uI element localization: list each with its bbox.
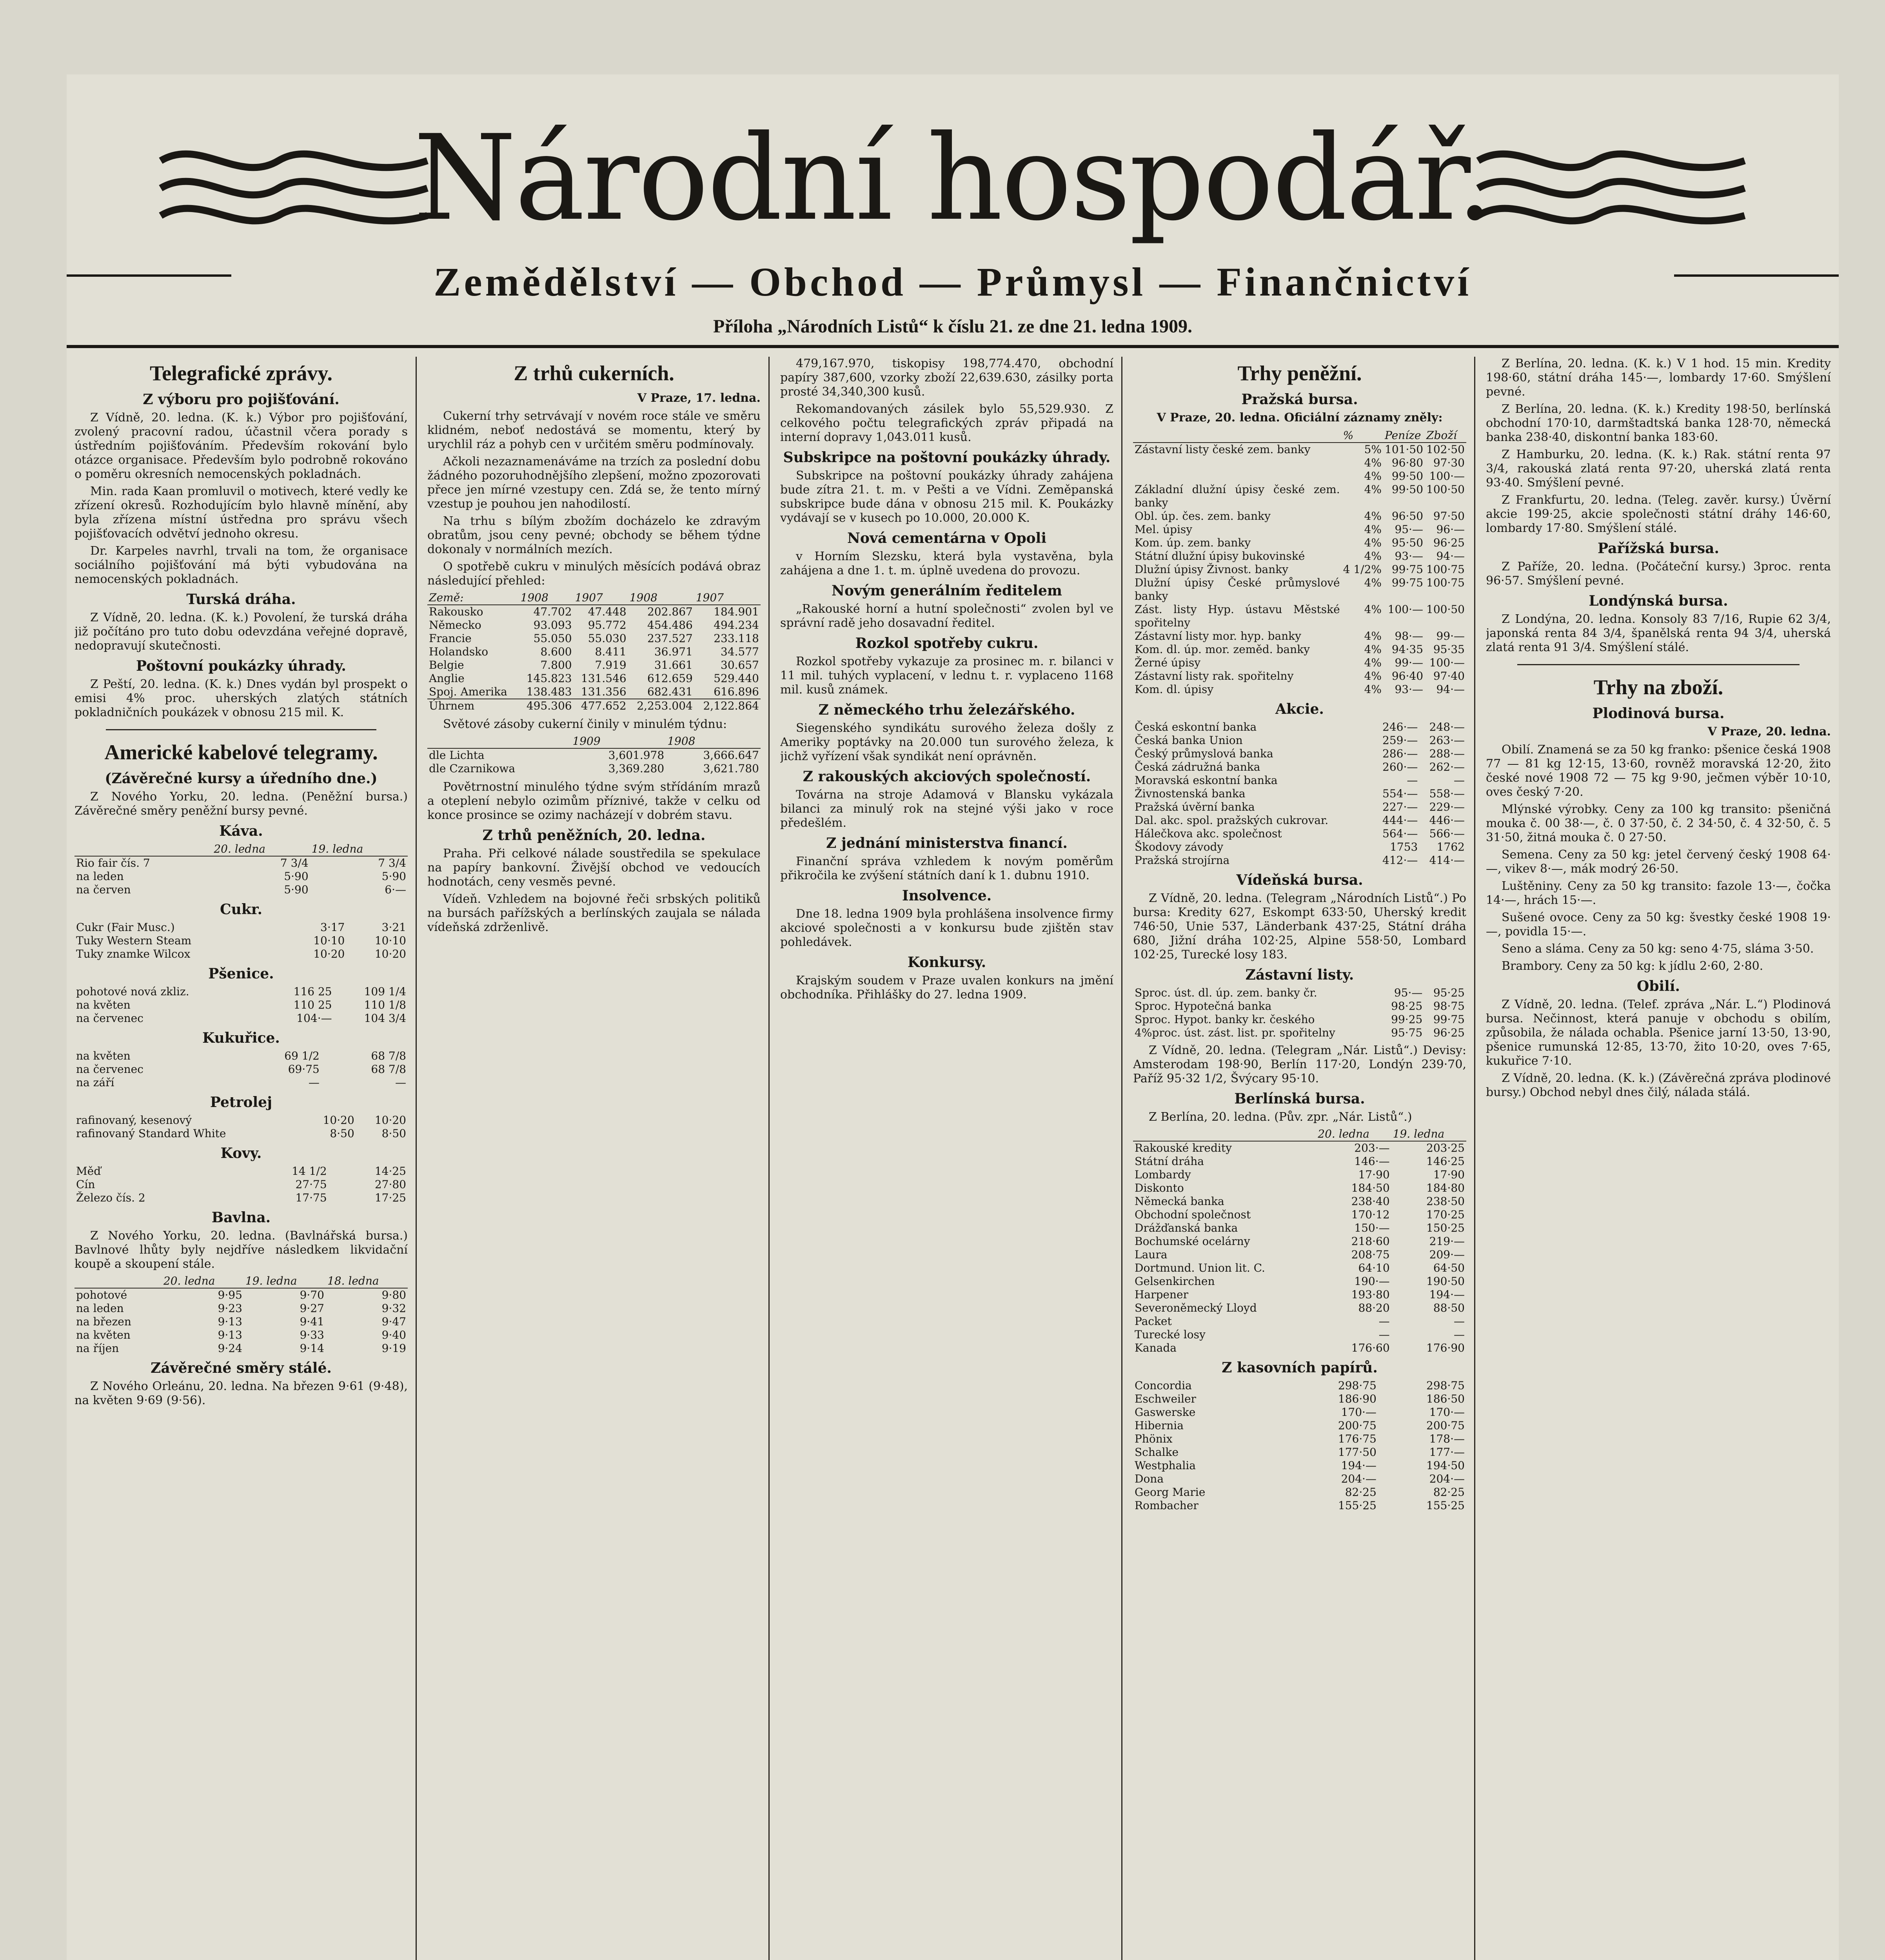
table-row: Tuky Western Steam 10·10 10·10 bbox=[76, 934, 406, 947]
table-row: Diskonto 184·50 184·80 bbox=[1135, 1181, 1465, 1194]
section-subheading: Plodinová bursa. bbox=[1592, 705, 1725, 722]
column-divider bbox=[1121, 357, 1122, 1960]
table-row: Francie 55.050 55.030 237.527 233.118 bbox=[429, 632, 759, 645]
table-row: Cukr (Fair Musc.) 3·17 3·21 bbox=[76, 921, 406, 934]
table-header bbox=[74, 1274, 162, 1288]
masthead-bottom-rule bbox=[67, 345, 1839, 348]
paragraph: Siegenského syndikátu surového železa došly z Ameriky poptávky na 20.000 tun surového železa, k jichž vyřízení však syndikát není oprávněn. bbox=[780, 721, 1113, 763]
section-subheading: Z německého trhu železářského. bbox=[818, 702, 1075, 718]
table-header: 1907 bbox=[574, 591, 628, 605]
section-subheading: Obilí. bbox=[1636, 978, 1680, 995]
section-subheading: Z výboru pro pojišťování. bbox=[143, 391, 340, 408]
newspaper-page bbox=[67, 74, 1839, 1960]
table-row: Dortmund. Union lit. C. 64·10 64·50 bbox=[1135, 1261, 1465, 1274]
petrol-table bbox=[74, 1114, 408, 1140]
table-row: 4% 99·50 100·— bbox=[1364, 470, 1465, 483]
table-row: Spoj. Amerika 138.483 131.356 682.431 616.896 bbox=[429, 685, 759, 698]
table-header bbox=[1133, 1127, 1316, 1141]
article-heading: Telegrafické zprávy. bbox=[150, 361, 332, 385]
table-row: Zástavní listy mor. hyp. banky 4% 98·— 99·— bbox=[1135, 630, 1465, 642]
table-row: Packet — — bbox=[1135, 1315, 1465, 1328]
table-row: na červen 5·90 6·— bbox=[76, 883, 406, 896]
column-5 bbox=[1486, 357, 1831, 1960]
table-row: na květen 9·13 9·33 9·40 bbox=[76, 1328, 406, 1341]
section-subheading: Pražská bursa. bbox=[1241, 391, 1358, 408]
paragraph: Krajským soudem v Praze uvalen konkurs na jmění obchodníka. Přihlášky do 27. ledna 1909. bbox=[780, 974, 1113, 1002]
column-2 bbox=[427, 357, 761, 1960]
section-subheading: Kovy. bbox=[220, 1145, 262, 1161]
paragraph: Povětrnostní minulého týdne svým střídáním mrazů a oteplení nebylo ozimům příznivé, takže v celku od konce prosince se ozimy nacházejí v dobrém stavu. bbox=[427, 780, 761, 822]
table-row: Bochumské ocelárny 218·60 219·— bbox=[1135, 1235, 1465, 1248]
paragraph: Finanční správa vzhledem k novým poměrům přikročila ke zvýšení státních daní k 1. dubnu 1910. bbox=[780, 855, 1113, 882]
table-row: Hibernia 200·75 200·75 bbox=[1135, 1419, 1465, 1432]
table-header bbox=[427, 735, 571, 748]
coffee-table bbox=[74, 842, 408, 897]
table-row: Úhrnem 495.306 477.652 2,253.004 2,122.864 bbox=[427, 699, 761, 713]
table-row: Zástavní listy české zem. banky 5% 101·50 102·50 bbox=[1135, 443, 1465, 456]
paragraph: Z Nového Yorku, 20. ledna. (Peněžní bursa.) Závěrečné směry peněžní bursy pevné. bbox=[74, 790, 408, 818]
table-row: na březen 9·13 9·41 9·47 bbox=[76, 1315, 406, 1328]
paragraph: Cukerní trhy setrvávají v novém roce stále ve směru klidném, neboť nedostává se momentu, který by urychlil ráz a pohyb cen v určitém směru podmínovaly. bbox=[427, 409, 761, 451]
column-divider bbox=[1474, 357, 1475, 1960]
table-row: Kom. dl. úp. mor. zeměd. banky 4% 94·35 95·35 bbox=[1135, 643, 1465, 656]
sugar-table bbox=[74, 921, 408, 961]
paragraph: Obilí. Znamená se za 50 kg franko: pšenice česká 1908 77 — 81 kg 12·15, 13·60, rovněž moravská 12·20, žito české nové 1908 72 — 75 kg 9·90, ječmen výběr 10·10, oves český 7·20. bbox=[1486, 743, 1831, 799]
paragraph: Z Frankfurtu, 20. ledna. (Teleg. zavěr. kursy.) Úvěrní akcie 199·25, akcie společnosti státní dráhy 146·60, lombardy 17·80. Smýšlení stálé. bbox=[1486, 493, 1831, 535]
table-row: pohotové 9·95 9·70 9·80 bbox=[76, 1289, 406, 1301]
table-header: 20. ledna bbox=[1316, 1127, 1391, 1141]
section-subheading: Kukuřice. bbox=[202, 1030, 280, 1046]
section-subheading: Pšenice. bbox=[208, 965, 274, 982]
table-row: Hálečkova akc. společnost 564·— 566·— bbox=[1135, 827, 1465, 840]
table-row: na září — — bbox=[76, 1076, 406, 1089]
column-divider bbox=[416, 357, 417, 1960]
berlin-table bbox=[1133, 1127, 1466, 1355]
table-row: dle Czarnikowa 3,369.280 3,621.780 bbox=[429, 762, 759, 775]
paragraph: Ačkoli nezaznamenáváme na trzích za poslední dobu žádného pozoruhodnějšího zlepšení, možno zpozorovati přece jen mírné vzestupy cen. Zdá se, že tento mírný vzestup je pouhou jen nahodilostí. bbox=[427, 455, 761, 511]
table-row: na červenec 69·75 68 7/8 bbox=[76, 1063, 406, 1076]
section-subheading: Závěrečné směry stálé. bbox=[151, 1360, 332, 1376]
paragraph: Brambory. Ceny za 50 kg: k jídlu 2·60, 2·80. bbox=[1502, 959, 1763, 973]
pledge-table bbox=[1133, 986, 1466, 1040]
section-subheading: Akcie. bbox=[1275, 701, 1324, 717]
paragraph: Dr. Karpeles navrhl, trvali na tom, že organisace sociálního pojišťování má býti vybudována na nemocenských pokladnách. bbox=[74, 544, 408, 586]
section-subheading: Subskripce na poštovní poukázky úhrady. bbox=[783, 449, 1111, 466]
table-row: Gelsenkirchen 190·— 190·50 bbox=[1135, 1275, 1465, 1288]
table-row: Rio fair čís. 7 7 3/4 7 3/4 bbox=[76, 857, 406, 869]
dateline: V Praze, 20. ledna. Oficiální záznamy zněly: bbox=[1157, 411, 1443, 425]
table-header: 1907 bbox=[694, 591, 761, 605]
table-row: Škodovy závody 1753 1762 bbox=[1135, 840, 1465, 853]
paragraph: Z Peští, 20. ledna. (K. k.) Dnes vydán byl prospekt o emisi 4% proc. uherských zlatých státních pokladničních poukázek v obnosu 215 mil. K. bbox=[74, 677, 408, 719]
table-row: Dlužní úpisy České průmyslové banky 4% 99·75 100·75 bbox=[1135, 576, 1465, 603]
paragraph: Rekomandovaných zásilek bylo 55,529.930. Z celkového počtu telegrafických zpráv připadá na interní dopravy 1,043.011 kusů. bbox=[780, 402, 1113, 444]
table-row: Georg Marie 82·25 82·25 bbox=[1135, 1486, 1465, 1499]
table-header: 1908 bbox=[519, 591, 574, 605]
paragraph: Z Vídně, 20. ledna. (Telegram „Národních Listů“.) Po bursa: Kredity 627, Eskompt 633·50, Uherský kredit 746·50, Unie 537, Länderbank 437·25, Státní dráha 680, Jižní dráha 102·25, Alpine 558·50, Lombard 102·25, Turecké losy 183. bbox=[1133, 891, 1466, 962]
paragraph: Min. rada Kaan promluvil o motivech, které vedly ke zřízení okresů. Rozhodujícím bylo hlavně mínění, aby byla zřízena místní ústředna pro správu všech pojišťovacích odvětví jednoho okresu. bbox=[74, 485, 408, 541]
paragraph: Z Berlína, 20. ledna. (Pův. zpr. „Nár. Listů“.) bbox=[1149, 1110, 1412, 1124]
table-header bbox=[74, 842, 212, 856]
table-row: Lombardy 17·90 17·90 bbox=[1135, 1168, 1465, 1181]
paragraph: Z Berlína, 20. ledna. (K. k.) Kredity 198·50, berlínská obchodní 170·10, darmštadtská banka 128·70, německá banka 238·40, diskontní banka 183·60. bbox=[1486, 402, 1831, 444]
section-subheading: Insolvence. bbox=[902, 887, 992, 904]
paragraph: Sušené ovoce. Ceny za 50 kg: švestky české 1908 19·—, povidla 15·—. bbox=[1486, 911, 1831, 938]
table-row: Kom. úp. zem. banky 4% 95·50 96·25 bbox=[1135, 536, 1465, 549]
table-row: Eschweiler 186·90 186·50 bbox=[1135, 1392, 1465, 1405]
table-row: Zástavní listy rak. spořitelny 4% 96·40 97·40 bbox=[1135, 670, 1465, 682]
table-header: 19. ledna bbox=[310, 842, 408, 856]
table-row: Rombacher 155·25 155·25 bbox=[1135, 1499, 1465, 1512]
stocks-table bbox=[1133, 720, 1466, 867]
paragraph: Z Vídně, 20. ledna. (K. k.) (Závěrečná zpráva plodinové bursy.) Obchod nebyl dnes čilý, nálada stálá. bbox=[1486, 1071, 1831, 1099]
table-row: Státní dráha 146·— 146·25 bbox=[1135, 1155, 1465, 1168]
paragraph: Rozkol spotřeby vykazuje za prosinec m. r. bilanci v 11 mil. tuhých vyplacení, v lednu t. r. vyplaceno 1168 mil. kusů známek. bbox=[780, 655, 1113, 697]
table-header: % bbox=[1342, 429, 1383, 443]
section-subheading: Konkursy. bbox=[907, 954, 986, 971]
table-row: Harpener 193·80 194·— bbox=[1135, 1288, 1465, 1301]
table-row: Živnostenská banka 554·— 558·— bbox=[1135, 787, 1465, 800]
masthead bbox=[67, 90, 1839, 337]
table-row: Gaswerske 170·— 170·— bbox=[1135, 1406, 1465, 1419]
table-row: Cín 27·75 27·80 bbox=[76, 1178, 406, 1191]
paragraph: Továrna na stroje Adamová v Blansku vykázala bilanci za minulý rok na stejné výši jako v roce předešlém. bbox=[780, 788, 1113, 830]
article-heading: Americké kabelové telegramy. bbox=[104, 740, 378, 764]
section-subheading: Z trhů peněžních, 20. ledna. bbox=[482, 827, 706, 844]
section-subheading: (Závěrečné kursy a úředního dne.) bbox=[105, 770, 378, 787]
table-row: Mel. úpisy 4% 95·— 96·— bbox=[1135, 523, 1465, 536]
table-row: na leden 9·23 9·27 9·32 bbox=[76, 1302, 406, 1315]
wheat-table bbox=[74, 985, 408, 1025]
table-row: Dal. akc. spol. pražských cukrovar. 444·— 446·— bbox=[1135, 814, 1465, 827]
section-list: Zemědělství — Obchod — Průmysl — Finančnictví bbox=[231, 259, 1674, 305]
table-row: Holandsko 8.600 8.411 36.971 34.577 bbox=[429, 645, 759, 658]
table-row: Pražská strojírna 412·— 414·— bbox=[1135, 854, 1465, 867]
table-row: Laura 208·75 209·— bbox=[1135, 1248, 1465, 1261]
table-row: Česká banka Union 259·— 263·— bbox=[1135, 734, 1465, 747]
paragraph: Z Hamburku, 20. ledna. (K. k.) Rak. státní renta 97 3/4, rakouská zlatá renta 97·20, uherská zlatá renta 93·40. Smýšlení pevné. bbox=[1486, 448, 1831, 490]
table-row: pohotové nová zkliz. 116 25 109 1/4 bbox=[76, 985, 406, 998]
table-row: Pražská úvěrní banka 227·— 229·— bbox=[1135, 800, 1465, 813]
table-row: dle Lichta 3,601.978 3,666.647 bbox=[429, 749, 759, 762]
table-header: Peníze bbox=[1383, 429, 1425, 443]
paragraph: Z Vídně, 20. ledna. (K. k.) Povolení, že turská dráha již počítáno pro tuto dobu odevzdána veřejné dopravě, nedopravují skutečnosti. bbox=[74, 611, 408, 653]
table-row: Concordia 298·75 298·75 bbox=[1135, 1379, 1465, 1392]
paragraph: 479,167.970, tiskopisy 198,774.470, obchodní papíry 387,600, vzorky zboží 22,639.630, zásilky porta prosté 34,340,300 kusů. bbox=[780, 357, 1113, 399]
section-subheading: Káva. bbox=[219, 823, 263, 839]
section-subheading: Pařížská bursa. bbox=[1597, 540, 1720, 557]
table-header: 1908 bbox=[666, 735, 761, 748]
table-row: Rakousko 47.702 47.448 202.867 184.901 bbox=[429, 605, 759, 618]
table-header: 18. ledna bbox=[326, 1274, 408, 1288]
column-4 bbox=[1133, 357, 1466, 1960]
table-row: Turecké losy — — bbox=[1135, 1328, 1465, 1341]
table-row: rafinovaný, kesenový 10·20 10·20 bbox=[76, 1114, 406, 1127]
table-row: na květen 110 25 110 1/8 bbox=[76, 998, 406, 1011]
section-subheading: Poštovní poukázky úhrady. bbox=[136, 658, 346, 674]
section-subheading: Petrolej bbox=[210, 1094, 272, 1111]
divider bbox=[1517, 664, 1800, 665]
section-subheading: Turská dráha. bbox=[186, 591, 296, 608]
table-row: Moravská eskontní banka — — bbox=[1135, 774, 1465, 787]
section-subheading: Z rakouských akciových společností. bbox=[803, 768, 1091, 785]
table-row: Anglie 145.823 131.546 612.659 529.440 bbox=[429, 672, 759, 685]
paragraph: O spotřebě cukru v minulých měsících podává obraz následující přehled: bbox=[427, 560, 761, 588]
table-row: Česká zádružná banka 260·— 262·— bbox=[1135, 760, 1465, 773]
table-row: 4%proc. úst. zást. list. pr. spořitelny 95·75 96·25 bbox=[1135, 1026, 1465, 1039]
section-subheading: Vídeňská bursa. bbox=[1236, 872, 1363, 888]
dateline: V Praze, 20. ledna. bbox=[1707, 725, 1831, 739]
table-header: 19. ledna bbox=[244, 1274, 326, 1288]
paragraph: Z Vídně, 20. ledna. (K. k.) Výbor pro pojišťování, zvolený pracovní radou, účastnil včera porady s ústředním pojišťováním. Především rokování bylo otázce organisace. Především bylo podrobně rokováno o poměru okresních nemocenských pokladnách. bbox=[74, 411, 408, 481]
table-row: Státní dlužní úpisy bukovinské 4% 93·— 94·— bbox=[1135, 550, 1465, 563]
table-row: Německo 93.093 95.772 454.486 494.234 bbox=[429, 619, 759, 632]
table-row: Česká eskontní banka 246·— 248·— bbox=[1135, 720, 1465, 733]
table-row: Tuky znamke Wilcox 10·20 10·20 bbox=[76, 947, 406, 960]
section-subheading: Berlínská bursa. bbox=[1234, 1091, 1365, 1107]
table-header: Zboží bbox=[1425, 429, 1466, 443]
article-heading: Trhy peněžní. bbox=[1237, 361, 1362, 385]
table-row: Dona 204·— 204·— bbox=[1135, 1472, 1465, 1485]
table-row: Železo čís. 2 17·75 17·25 bbox=[76, 1191, 406, 1204]
table-row: Kanada 176·60 176·90 bbox=[1135, 1341, 1465, 1354]
table-row: Německá banka 238·40 238·50 bbox=[1135, 1195, 1465, 1208]
table-row: Schalke 177·50 177·— bbox=[1135, 1446, 1465, 1459]
section-subheading: Zástavní listy. bbox=[1245, 967, 1354, 983]
sugar-stock-table bbox=[427, 735, 761, 775]
paragraph: Seno a sláma. Ceny za 50 kg: seno 4·75, sláma 3·50. bbox=[1502, 942, 1814, 956]
section-subheading: Bavlna. bbox=[211, 1209, 271, 1226]
table-row: rafinovaný Standard White 8·50 8·50 bbox=[76, 1127, 406, 1140]
table-row: na leden 5·90 5·90 bbox=[76, 870, 406, 883]
paragraph: Na trhu s bílým zbožím docházelo ke zdravým obratům, jsou ceny pevné; obchody se během týdne dokonaly v normálních mezích. bbox=[427, 514, 761, 556]
corn-table bbox=[74, 1049, 408, 1089]
paragraph: v Horním Slezsku, která byla vystavěna, byla zahájena a dne 1. t. m. úplně uvedena do provozu. bbox=[780, 550, 1113, 577]
section-subheading: Rozkol spotřeby cukru. bbox=[855, 635, 1039, 652]
table-row: na květen 69 1/2 68 7/8 bbox=[76, 1049, 406, 1062]
section-subheading: Nová cementárna v Opoli bbox=[847, 530, 1046, 546]
paragraph: Luštěniny. Ceny za 50 kg transito: fazole 13·—, čočka 14·—, hrách 15·—. bbox=[1486, 879, 1831, 907]
paragraph: Vídeň. Vzhledem na bojovné řeči srbských politiků na bursách pařížských a berlínských zaujala se nálada vídeňská zdrženlivě. bbox=[427, 892, 761, 934]
table-header: Země: bbox=[427, 591, 519, 605]
paragraph: Dne 18. ledna 1909 byla prohlášena insolvence firmy akciové společnosti a v konkursu bude zjištěn stav pohledávek. bbox=[780, 907, 1113, 949]
section-subheading: Z jednání ministerstva financí. bbox=[826, 835, 1068, 851]
paragraph: Z Berlína, 20. ledna. (K. k.) V 1 hod. 15 min. Kredity 198·60, státní dráha 145·—, lombardy 17·60. Smýšlení pevné. bbox=[1486, 357, 1831, 399]
table-row: Dlužní úpisy Živnost. banky 4 1/2% 99·75 100·75 bbox=[1135, 563, 1465, 576]
metal-table bbox=[74, 1165, 408, 1205]
table-header: 20. ledna bbox=[162, 1274, 244, 1288]
table-header: 1908 bbox=[628, 591, 694, 605]
table-row: Severoněmecký Lloyd 88·20 88·50 bbox=[1135, 1301, 1465, 1314]
table-header: 20. ledna bbox=[212, 842, 310, 856]
section-subheading: Z kasovních papírů. bbox=[1222, 1359, 1378, 1376]
paragraph: Z Paříže, 20. ledna. (Počáteční kursy.) 3proc. renta 96·57. Smýšlení pevné. bbox=[1486, 560, 1831, 588]
table-row: Sproc. Hypotečná banka 98·25 98·75 bbox=[1135, 1000, 1465, 1013]
table-row: Sproc. Hypot. banky kr. českého 99·25 99·75 bbox=[1135, 1013, 1465, 1026]
table-row: Kom. dl. úpisy 4% 93·— 94·— bbox=[1135, 683, 1465, 696]
section-subheading: Londýnská bursa. bbox=[1589, 593, 1728, 609]
column-divider bbox=[768, 357, 770, 1960]
article-heading: Z trhů cukerních. bbox=[514, 361, 674, 385]
newspaper-title: Národní hospodář. bbox=[413, 110, 1492, 247]
column-3 bbox=[780, 357, 1113, 1960]
table-row: Belgie 7.800 7.919 31.661 30.657 bbox=[429, 659, 759, 671]
paragraph: Mlýnské výrobky. Ceny za 100 kg transito: pšeničná mouka č. 00 38·—, č. 0 37·50, č. 2 34·50, č. 4 32·50, č. 5 31·50, žitná mouka č. 0 27·50. bbox=[1486, 802, 1831, 844]
dateline: V Praze, 17. ledna. bbox=[637, 391, 761, 405]
table-row: Zást. listy Hyp. ústavu Městské spořitelny 4% 100·— 100·50 bbox=[1135, 603, 1465, 629]
table-row: Drážďanská banka 150·— 150·25 bbox=[1135, 1221, 1465, 1234]
table-row: Obchodní společnost 170·12 170·25 bbox=[1135, 1208, 1465, 1221]
table-row: Český průmyslová banka 286·— 288·— bbox=[1135, 747, 1465, 760]
table-row: Sproc. úst. dl. úp. zem. banky čr. 95·— 95·25 bbox=[1135, 986, 1465, 999]
paragraph: Z Vídně, 20. ledna. (Telef. zpráva „Nár. L.“) Plodinová bursa. Nečinnost, která panuje v obchodu s obilím, způsobila, že nálada ochabla. Pšenice jarní 13·50, 13·90, pšenice rumunská 12·85, 13·70, žito 10·20, oves 7·65, kukuřice 7·10. bbox=[1486, 998, 1831, 1068]
table-row: Žerné úpisy 4% 99·— 100·— bbox=[1135, 656, 1465, 669]
table-header: 19. ledna bbox=[1391, 1127, 1466, 1141]
section-subheading: Novým generálním ředitelem bbox=[832, 583, 1062, 599]
table-header: 1909 bbox=[571, 735, 666, 748]
supplement-line: Příloha „Národních Listů“ k číslu 21. ze dne 21. ledna 1909. bbox=[713, 316, 1192, 337]
sugar-consumption-table bbox=[427, 591, 761, 713]
divider bbox=[106, 729, 376, 730]
section-subheading: Cukr. bbox=[220, 901, 262, 918]
paragraph: „Rakouské horní a hutní společnosti“ zvolen byl ve správní radě jeho dosavadní ředitel. bbox=[780, 602, 1113, 630]
table-row: Phönix 176·75 178·— bbox=[1135, 1432, 1465, 1445]
paragraph: Praha. Při celkové nálade soustředila se spekulace na papíry bankovní. Živější obchod ve vedoucích hodnotách, ceny vesměs pevné. bbox=[427, 847, 761, 889]
paragraph: Z Londýna, 20. ledna. Konsoly 83 7/16, Rupie 62 3/4, japonská renta 84 3/4, španělská renta 94 3/4, uherská zlatá renta 91 3/4. Smýšlení stálé. bbox=[1486, 612, 1831, 654]
column-1 bbox=[74, 357, 408, 1960]
cash-papers-table bbox=[1133, 1379, 1466, 1512]
article-heading: Trhy na zboží. bbox=[1593, 675, 1723, 699]
table-row: Základní dlužní úpisy české zem. banky 4% 99·50 100·50 bbox=[1135, 483, 1465, 509]
table-row: na říjen 9·24 9·14 9·19 bbox=[76, 1342, 406, 1355]
table-header bbox=[1133, 429, 1342, 443]
cotton-table bbox=[74, 1274, 408, 1355]
table-row: na červenec 104·— 104 3/4 bbox=[76, 1012, 406, 1025]
table-row: Westphalia 194·— 194·50 bbox=[1135, 1459, 1465, 1472]
paragraph: Z Nového Yorku, 20. ledna. (Bavlnářská bursa.) Bavlnové lhůty byly nejdříve následkem likvidační koupě a skoupení stále. bbox=[74, 1229, 408, 1271]
paragraph: Subskripce na poštovní poukázky úhrady zahájena bude zítra 21. t. m. v Pešti a ve Vídni. Zeměpanská subskripce bude dána v obnosu 215 mil. K. Poukázky vydávají se v kusech po 10.000, 20.000 K. bbox=[780, 469, 1113, 525]
paragraph: Světové zásoby cukerní činily v minulém týdnu: bbox=[443, 717, 727, 731]
table-row: Rakouské kredity 203·— 203·25 bbox=[1135, 1142, 1465, 1154]
bonds-table bbox=[1133, 429, 1466, 696]
paragraph: Semena. Ceny za 50 kg: jetel červený český 1908 64·—, vikev 8·—, mák modrý 26·50. bbox=[1486, 848, 1831, 876]
table-row: Obl. úp. čes. zem. banky 4% 96·50 97·50 bbox=[1135, 510, 1465, 523]
paragraph: Z Nového Orleánu, 20. ledna. Na březen 9·61 (9·48), na květen 9·69 (9·56). bbox=[74, 1379, 408, 1407]
paragraph: Z Vídně, 20. ledna. (Telegram „Nár. Listů“.) Devisy: Amsterodam 198·90, Berlín 117·20, Londýn 239·70, Paříž 95·32 1/2, Švýcary 95·10. bbox=[1133, 1044, 1466, 1085]
table-row: 4% 96·80 97·30 bbox=[1364, 456, 1465, 469]
table-row: Měď 14 1/2 14·25 bbox=[76, 1165, 406, 1178]
